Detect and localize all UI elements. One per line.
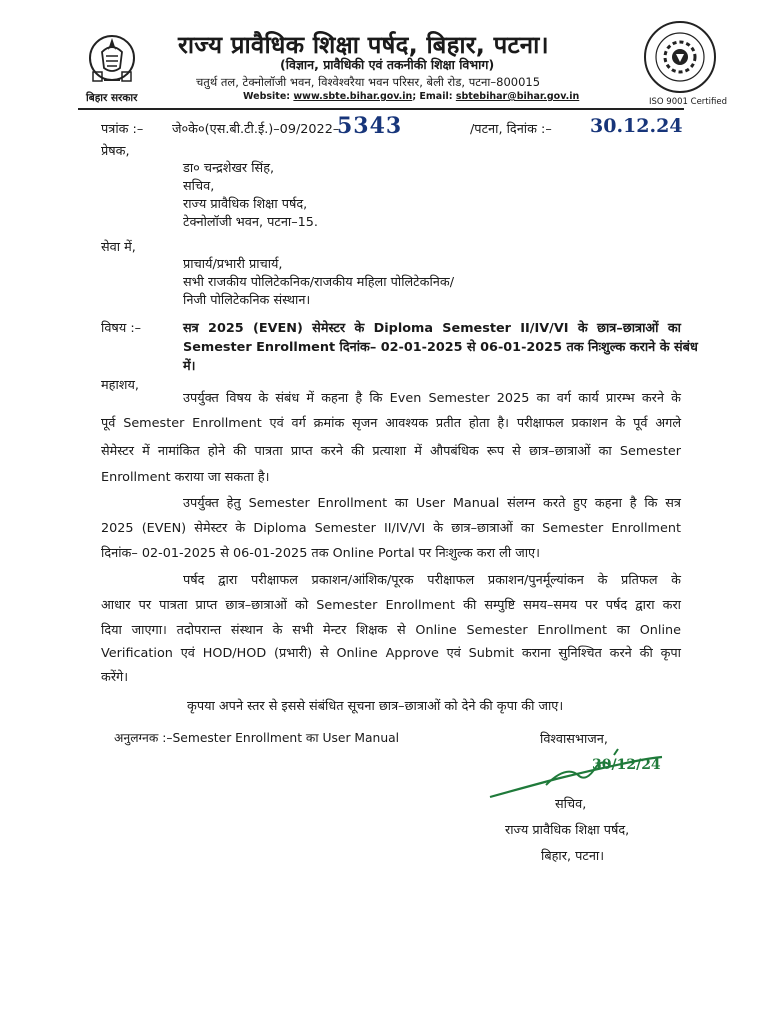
ref-label: पत्रांक :– [101,122,144,137]
para2-line: दिनांक– 02-01-2025 से 06-01-2025 तक Online Portal पर निःशुल्क करा ली जाए। [101,546,540,561]
closing: विश्वासभाजन, [540,732,608,747]
para4: कृपया अपने स्तर से इससे संबंधित सूचना छात्र–छात्राओं को देने की कृपा की जाए। [187,699,564,714]
subject-line: Semester Enrollment दिनांक– 02-01-2025 से 06-01-2025 तक निःशुल्क कराने के संबंध [183,340,698,355]
contact-line [243,91,579,102]
email-link[interactable]: sbtebihar@bihar.gov.in [455,91,580,102]
para3-line: करेंगे। [101,670,129,685]
para1-line: उपर्युक्त विषय के संबंध में कहना है कि Even Semester 2025 का वर्ग कार्य प्रारम्भ करने के [183,391,681,406]
para1-line: Enrollment कराया जा सकता है। [101,470,270,485]
from-line: डा० चन्द्रशेखर सिंह, [183,161,275,176]
para3-line: पर्षद द्वारा परीक्षाफल प्रकाशन/आंशिक/पूरक परीक्षाफल प्रकाशन/पुनर्मूल्यांकन के प्रतिफल के [183,573,681,588]
subject-line: में। [183,359,196,374]
subject-line: सत्र 2025 (EVEN) सेमेस्टर के Diploma Semester II/IV/VI के छात्र–छात्राओं का [183,321,681,336]
sign-line: राज्य प्रावैधिक शिक्षा पर्षद, [505,823,630,838]
signature-date: 30/12/24 [592,757,661,773]
para3-line: आधार पर पात्रता प्राप्त छात्र–छात्राओं को Semester Enrollment की सम्पुष्टि समय–समय पर पर्षद द्वारा करा [101,598,681,613]
sbte-seal-logo [643,20,717,94]
sign-line: बिहार, पटना। [541,849,605,864]
subject-label: विषय :– [101,321,142,336]
to-line: प्राचार्य/प्रभारी प्राचार्य, [183,257,283,272]
from-line: टेक्नोलॉजी भवन, पटना–15. [183,215,318,230]
para2-line: उपर्युक्त हेतु Semester Enrollment का User Manual संलग्न करते हुए कहना है कि सत्र [183,496,681,511]
salutation: महाशय, [101,378,139,393]
bihar-emblem-logo [80,28,144,92]
department-name: (विज्ञान, प्रावैधिकी एवं तकनीकी शिक्षा विभाग) [280,57,495,72]
para1-line: सेमेस्टर में नामांकित होने की पात्रता प्राप्त करने की प्रत्याशा में औपबंधिक रूप से छात्र–छात्राओं का Semester [101,444,681,459]
para1-line: पूर्व Semester Enrollment एवं वर्ग क्रमांक सृजन आवश्यक प्रतीत होता है। परीक्षाफल प्रकाशन के पूर्व अगले [101,416,681,431]
iso-caption: ISO 9001 Certified [649,97,727,107]
board-title: राज्य प्रावैधिक शिक्षा पर्षद, बिहार, पटना। [178,31,549,59]
website-label: Website: [243,91,291,102]
from-line: सचिव, [183,179,215,194]
to-line: निजी पोलिटेकनिक संस्थान। [183,293,311,308]
para3-line: दिया जाएगा। तदोपरान्त संस्थान के सभी मेन्टर शिक्षक से Online Semester Enrollment का Online [101,623,681,638]
para3-line: Verification एवं HOD/HOD (प्रभारी) से Online Approve एवं Submit कराना सुनिश्चित करने की कृपा [101,646,681,661]
email-label: ; Email: [412,91,453,102]
from-line: राज्य प्रावैधिक शिक्षा पर्षद, [183,197,308,212]
sign-line: सचिव, [555,797,587,812]
website-link[interactable]: www.sbte.bihar.gov.in [293,91,413,102]
to-label: सेवा में, [101,240,136,255]
enclosure: अनुलग्नक :–Semester Enrollment का User Manual [114,731,400,745]
to-line: सभी राजकीय पोलिटेकनिक/राजकीय महिला पोलिटेकनिक/ [183,275,455,290]
date-label: /पटना, दिनांक :– [470,122,552,137]
date-handwritten: 30.12.24 [590,115,683,137]
ref-number-handwritten: 5343 [337,113,403,139]
from-label: प्रेषक, [101,144,130,159]
board-address: चतुर्थ तल, टेक्नोलॉजी भवन, विश्वेश्वरैया भवन परिसर, बेली रोड, पटना–800015 [196,75,541,89]
para2-line: 2025 (EVEN) सेमेस्टर के Diploma Semester II/IV/VI के छात्र–छात्राओं का Semester Enrollment [101,521,681,536]
emblem-caption: बिहार सरकार [86,92,138,104]
ref-number: जे०के०(एस.बी.टी.ई.)–09/2022– [172,122,340,137]
header-rule [78,108,684,110]
